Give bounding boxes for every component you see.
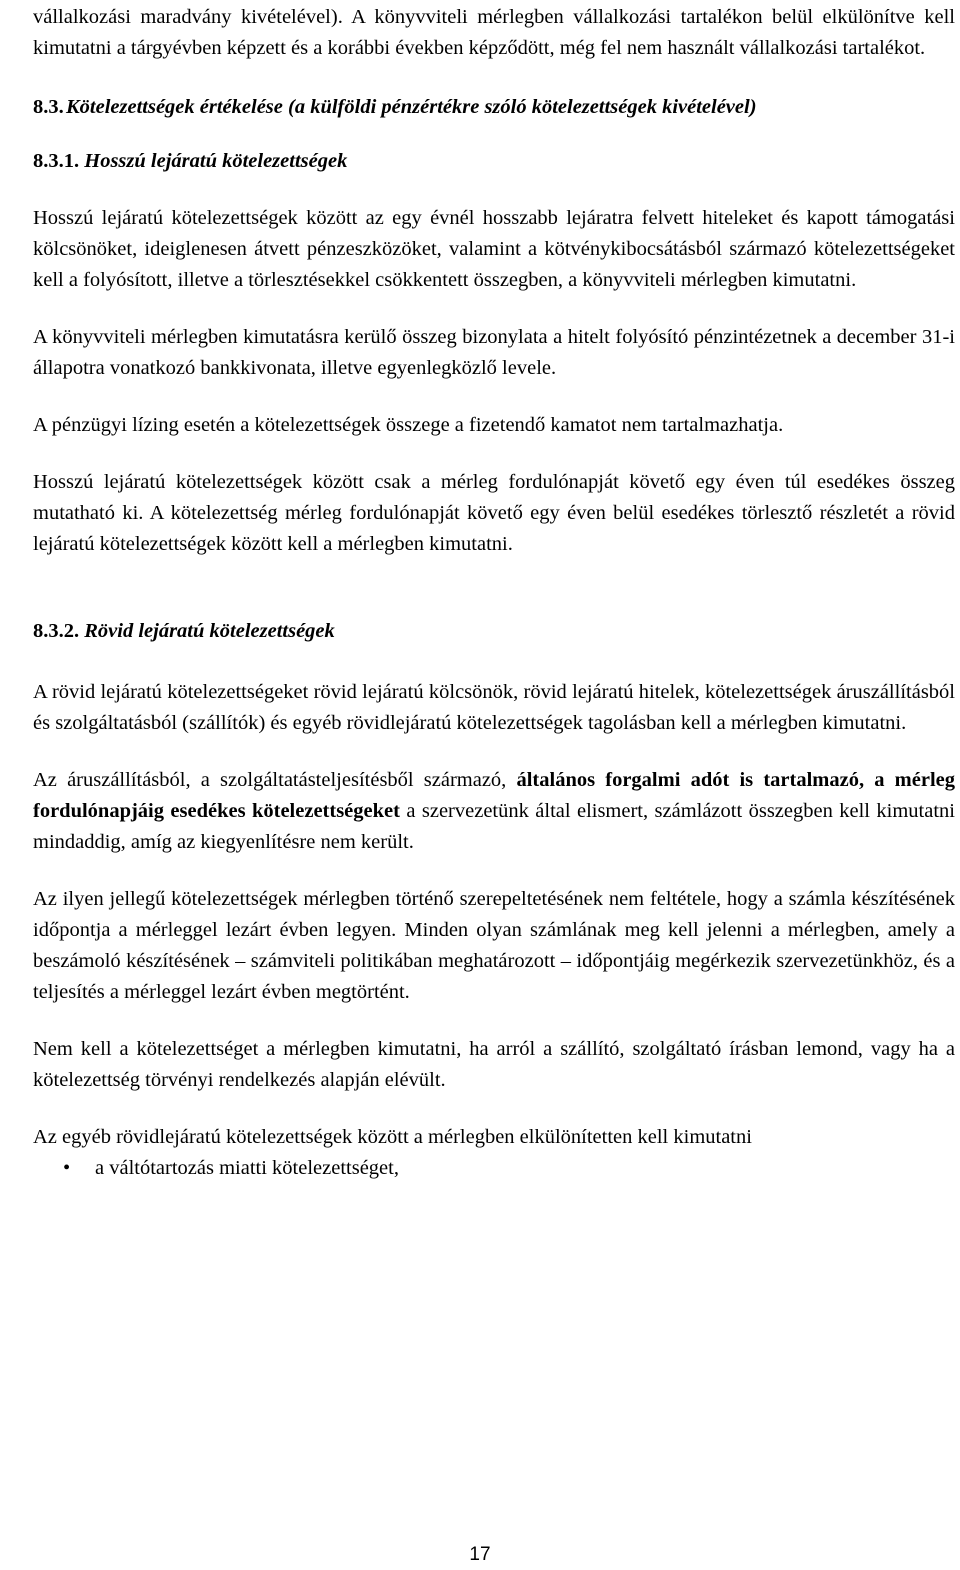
bold-text-segment: általános forgalmi adót is tartalmazó, a mérleg fordulónapjáig esedékes kötelezettségeket (33, 769, 955, 822)
continuation-paragraph: vállalkozási maradvány kivételével). A könyvviteli mérlegben vállalkozási tartalékon belül elkülönítve kell kimutatni a tárgyévben képzett és a korábbi években képződött, még fel nem használt vállalkozási tartalékot. (33, 6, 955, 59)
subsection-heading-8-3-1 (33, 146, 955, 177)
subsection-title: Rövid lejáratú kötelezettségek (84, 620, 335, 642)
paragraph: Nem kell a kötelezettséget a mérlegben kimutatni, ha arról a szállító, szolgáltató írásban lemond, vagy ha a kötelezettség törvényi rendelkezés alapján elévült. (33, 1038, 955, 1091)
subsection-number: 8.3.2. (33, 620, 80, 642)
bullet-icon: • (63, 1157, 71, 1179)
subsection-heading-8-3-2 (33, 616, 955, 647)
list-item (33, 1153, 955, 1184)
bullet-list (33, 1153, 955, 1184)
list-item-text: a váltótartozás miatti kötelezettséget, (95, 1157, 399, 1179)
section-heading-8-3 (33, 92, 955, 123)
text-segment: a szervezetünk által elismert, számlázott összegben kell kimutatni mindaddig, amíg az kiegyenlítésre nem került. (33, 800, 955, 853)
paragraph: Hosszú lejáratú kötelezettségek között csak a mérleg fordulónapját követő egy éven túl esedékes összeg mutatható ki. A kötelezettség mérleg fordulónapját követő egy éven belül esedékes törlesztő részletét a rövid lejáratú kötelezettségek között kell a mérlegben kimutatni. (33, 471, 955, 555)
paragraph: Hosszú lejáratú kötelezettségek között az egy évnél hosszabb lejáratra felvett hiteleket és kapott támogatási kölcsönöket, ideiglenesen átvett pénzeszközöket, valamint a kötvénykibocsátásból származó kötelezettségeket kell a folyósított, illetve a törlesztésekkel csökkentett összegben, a könyvviteli mérlegben kimutatni. (33, 207, 955, 291)
section-number: 8.3. (33, 96, 64, 118)
paragraph: A könyvviteli mérlegben kimutatásra kerülő összeg bizonylata a hitelt folyósító pénzintézetnek a december 31-i állapotra vonatkozó bankkivonata, illetve egyenlegközlő levele. (33, 326, 955, 379)
text-segment: Az áruszállításból, a szolgáltatásteljesítésből származó, (33, 769, 517, 791)
document-page (33, 0, 955, 1184)
section-title: Kötelezettségek értékelése (a külföldi pénzértékre szóló kötelezettségek kivételével) (66, 96, 757, 118)
paragraph: Az ilyen jellegű kötelezettségek mérlegben történő szerepeltetésének nem feltétele, hogy a számla készítésének időpontja a mérleggel lezárt évben legyen. Minden olyan számlának meg kell jelenni a mérlegben, amely a beszámoló készítésének – számviteli politikában meghatározott – időpontjáig megérkezik szervezetünkhöz, és a teljesítés a mérleggel lezárt évben megtörtént. (33, 888, 955, 1003)
paragraph: Az egyéb rövidlejáratú kötelezettségek között a mérlegben elkülönítetten kell kimutatni (33, 1126, 752, 1148)
paragraph: A rövid lejáratú kötelezettségeket rövid lejáratú kölcsönök, rövid lejáratú hitelek, kötelezettségek áruszállításból és szolgáltatásból (szállítók) és egyéb rövidlejáratú kötelezettségek tagolásban kell a mérlegben kimutatni. (33, 681, 955, 734)
subsection-title: Hosszú lejáratú kötelezettségek (84, 150, 348, 172)
paragraph: A pénzügyi lízing esetén a kötelezettségek összege a fizetendő kamatot nem tartalmazhatja. (33, 414, 784, 436)
page-number: 17 (469, 1544, 491, 1565)
subsection-number: 8.3.1. (33, 150, 80, 172)
paragraph-with-emphasis (33, 765, 955, 858)
